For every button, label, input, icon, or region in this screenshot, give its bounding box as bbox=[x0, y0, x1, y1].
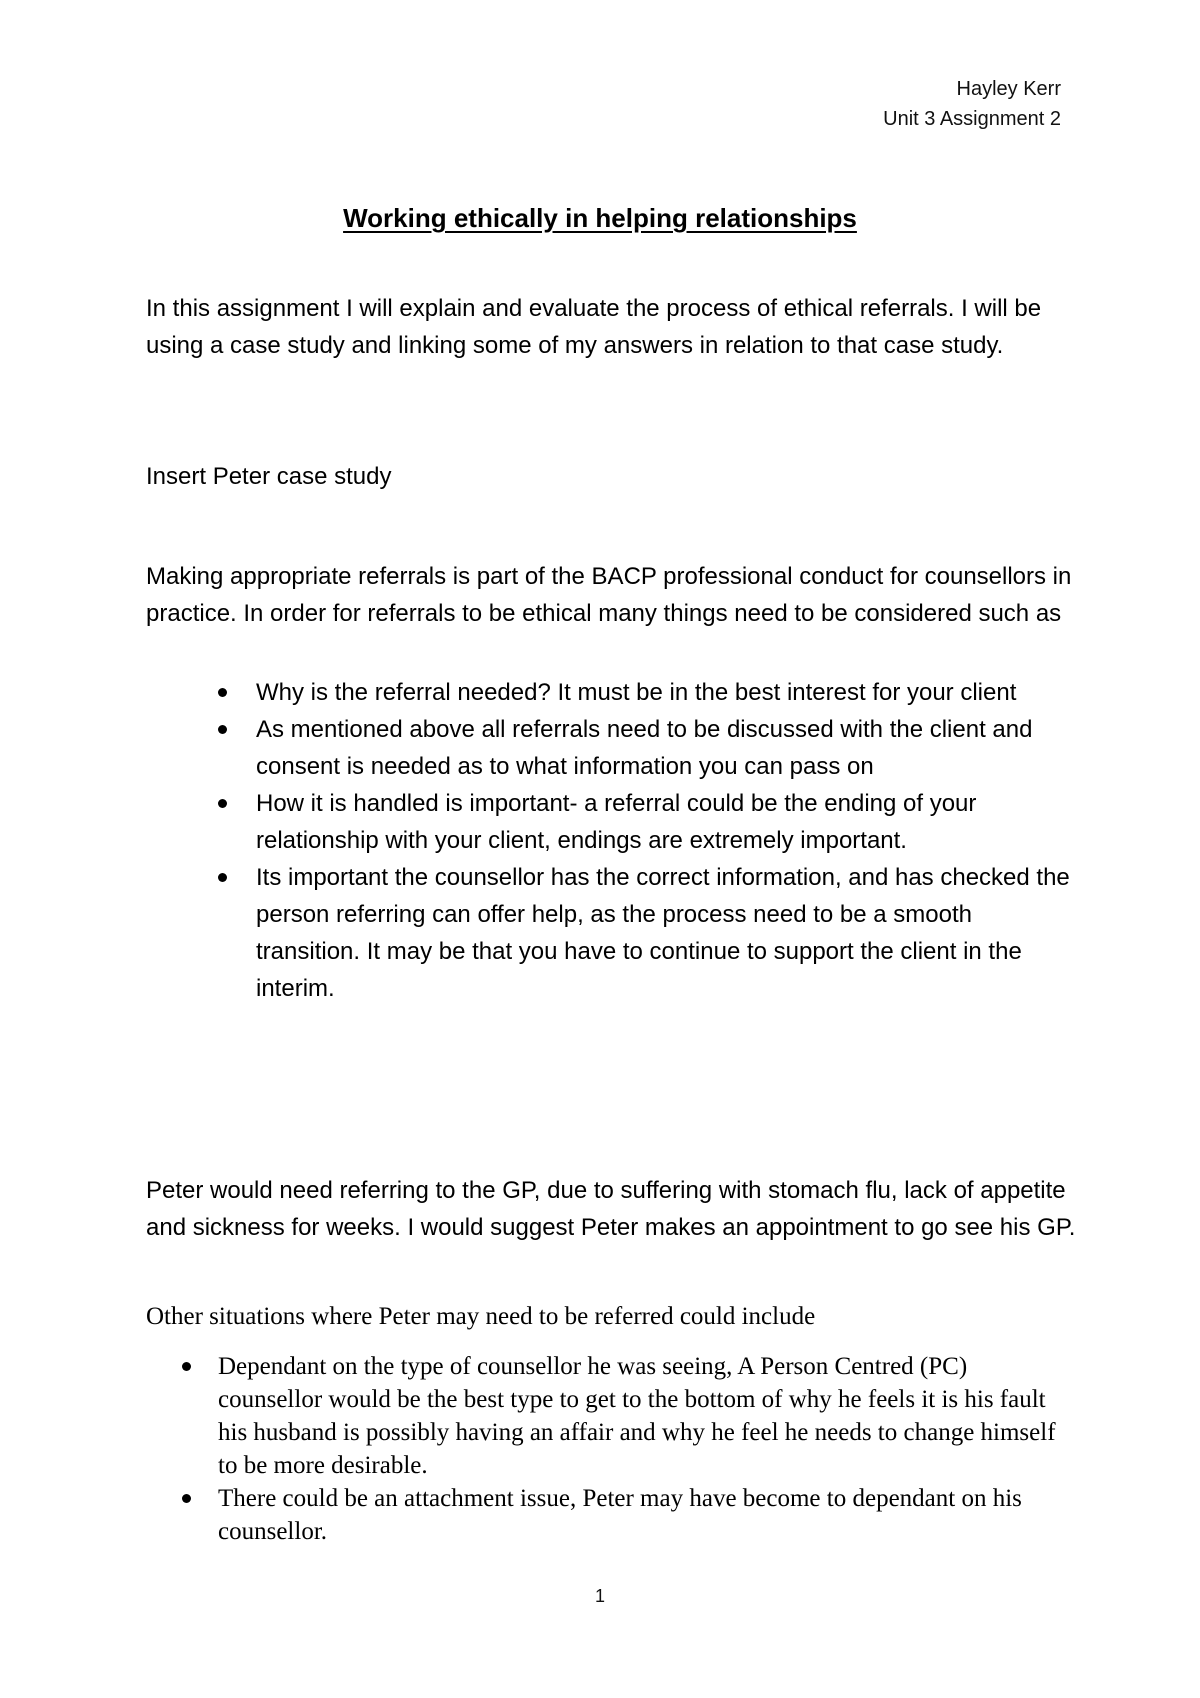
list-item-text: How it is handled is important- a referral could be the ending of your relationship with your client, endings are extremely important. bbox=[256, 790, 977, 854]
other-situations-list bbox=[146, 1350, 1076, 1548]
intro-paragraph: In this assignment I will explain and evaluate the process of ethical referrals. I will be using a case study and linking some of my answers in relation to that case study. bbox=[146, 295, 1042, 359]
list-item-text: There could be an attachment issue, Peter may have become to dependant on his counsellor. bbox=[218, 1485, 1022, 1545]
bullet-icon bbox=[218, 688, 227, 697]
document-title: Working ethically in helping relationships bbox=[343, 203, 857, 233]
bullet-icon bbox=[218, 873, 227, 882]
list-item-text: Why is the referral needed? It must be in the best interest for your client bbox=[256, 679, 1017, 706]
bullet-icon bbox=[218, 725, 227, 734]
header-unit: Unit 3 Assignment 2 bbox=[883, 108, 1061, 130]
page-number: 1 bbox=[594, 1586, 605, 1606]
list-item bbox=[146, 674, 1076, 711]
list-item bbox=[146, 1482, 1076, 1548]
list-item bbox=[146, 785, 1076, 859]
list-item bbox=[146, 711, 1076, 785]
list-item-text: Its important the counsellor has the correct information, and has checked the person referring can offer help, as the process need to be a smooth transition. It may be that you have to continue to support the client in the interim. bbox=[256, 864, 1070, 1002]
bullet-icon bbox=[182, 1362, 191, 1371]
other-situations-heading: Other situations where Peter may need to be referred could include bbox=[146, 1303, 816, 1330]
case-study-placeholder: Insert Peter case study bbox=[146, 463, 392, 490]
list-item-text: Dependant on the type of counsellor he was seeing, A Person Centred (PC) counsellor would be the best type to get to the bottom of why he feels it is his fault his husband is possibly having an affair and why he feel he needs to change himself to be more desirable. bbox=[218, 1353, 1056, 1479]
list-item-text: As mentioned above all referrals need to be discussed with the client and consent is needed as to what information you can pass on bbox=[256, 716, 1033, 780]
list-item bbox=[146, 1350, 1076, 1482]
referrals-paragraph: Making appropriate referrals is part of the BACP professional conduct for counsellors in practice. In order for referrals to be ethical many things need to be considered such as bbox=[146, 563, 1072, 627]
peter-paragraph: Peter would need referring to the GP, due to suffering with stomach flu, lack of appetite and sickness for weeks. I would suggest Peter makes an appointment to go see his GP. bbox=[146, 1177, 1076, 1241]
bullet-icon bbox=[182, 1494, 191, 1503]
referral-points-list bbox=[146, 674, 1076, 1007]
header-author: Hayley Kerr bbox=[956, 78, 1061, 100]
bullet-icon bbox=[218, 799, 227, 808]
page-header bbox=[883, 74, 1061, 134]
list-item bbox=[146, 859, 1076, 1007]
